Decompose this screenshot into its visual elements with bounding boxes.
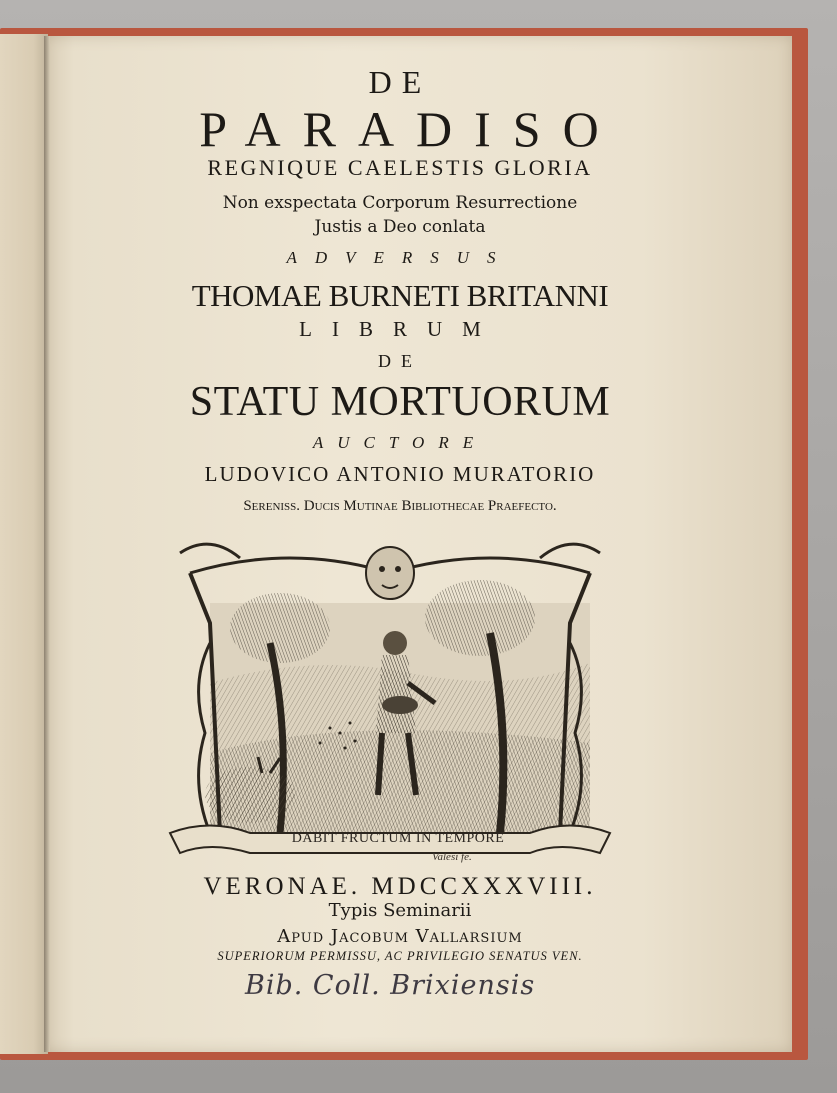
imprint-publisher: Apud Jacobum Vallarsium bbox=[277, 926, 523, 947]
imprint-typis: Typis Seminarii bbox=[328, 900, 472, 921]
left-page-edge bbox=[0, 34, 48, 1054]
line-librum: LIBRUM bbox=[299, 317, 501, 341]
title-de: DE bbox=[368, 64, 432, 100]
title-paradiso: PARADISO bbox=[199, 101, 621, 157]
author-name: LUDOVICO ANTONIO MURATORIO bbox=[204, 462, 596, 486]
author-title: Sereniss. Ducis Mutinae Bibliothecae Praefecto. bbox=[243, 498, 557, 514]
line-de: DE bbox=[378, 351, 422, 371]
line-non-exspectata: Non exspectata Corporum Resurrectione bbox=[222, 193, 578, 213]
imprint-privilege: SUPERIORUM PERMISSU, AC PRIVILEGIO SENATUS VEN. bbox=[217, 949, 583, 963]
title-statu-mortuorum: STATU MORTUORUM bbox=[189, 379, 611, 425]
vignette-motto: DABIT FRUCTUM IN TEMPORE bbox=[291, 831, 505, 846]
line-justis: Justis a Deo conlata bbox=[314, 217, 486, 237]
line-adversus: ADVERSUS bbox=[286, 248, 514, 267]
subtitle-regnique: REGNIQUE CAELESTIS GLORIA bbox=[207, 155, 593, 180]
line-thomae-burneti: THOMAE BURNETI BRITANNI bbox=[191, 278, 609, 313]
engraved-vignette bbox=[150, 533, 630, 873]
ownership-inscription: Bib. Coll. Brixiensis bbox=[245, 970, 536, 1001]
page-gutter bbox=[44, 36, 50, 1052]
imprint-place-date: VERONAE. MDCCXXXVIII. bbox=[203, 873, 597, 900]
line-auctore: AUCTORE bbox=[312, 433, 488, 452]
engraver-signature: Valesi fe. bbox=[432, 851, 472, 863]
